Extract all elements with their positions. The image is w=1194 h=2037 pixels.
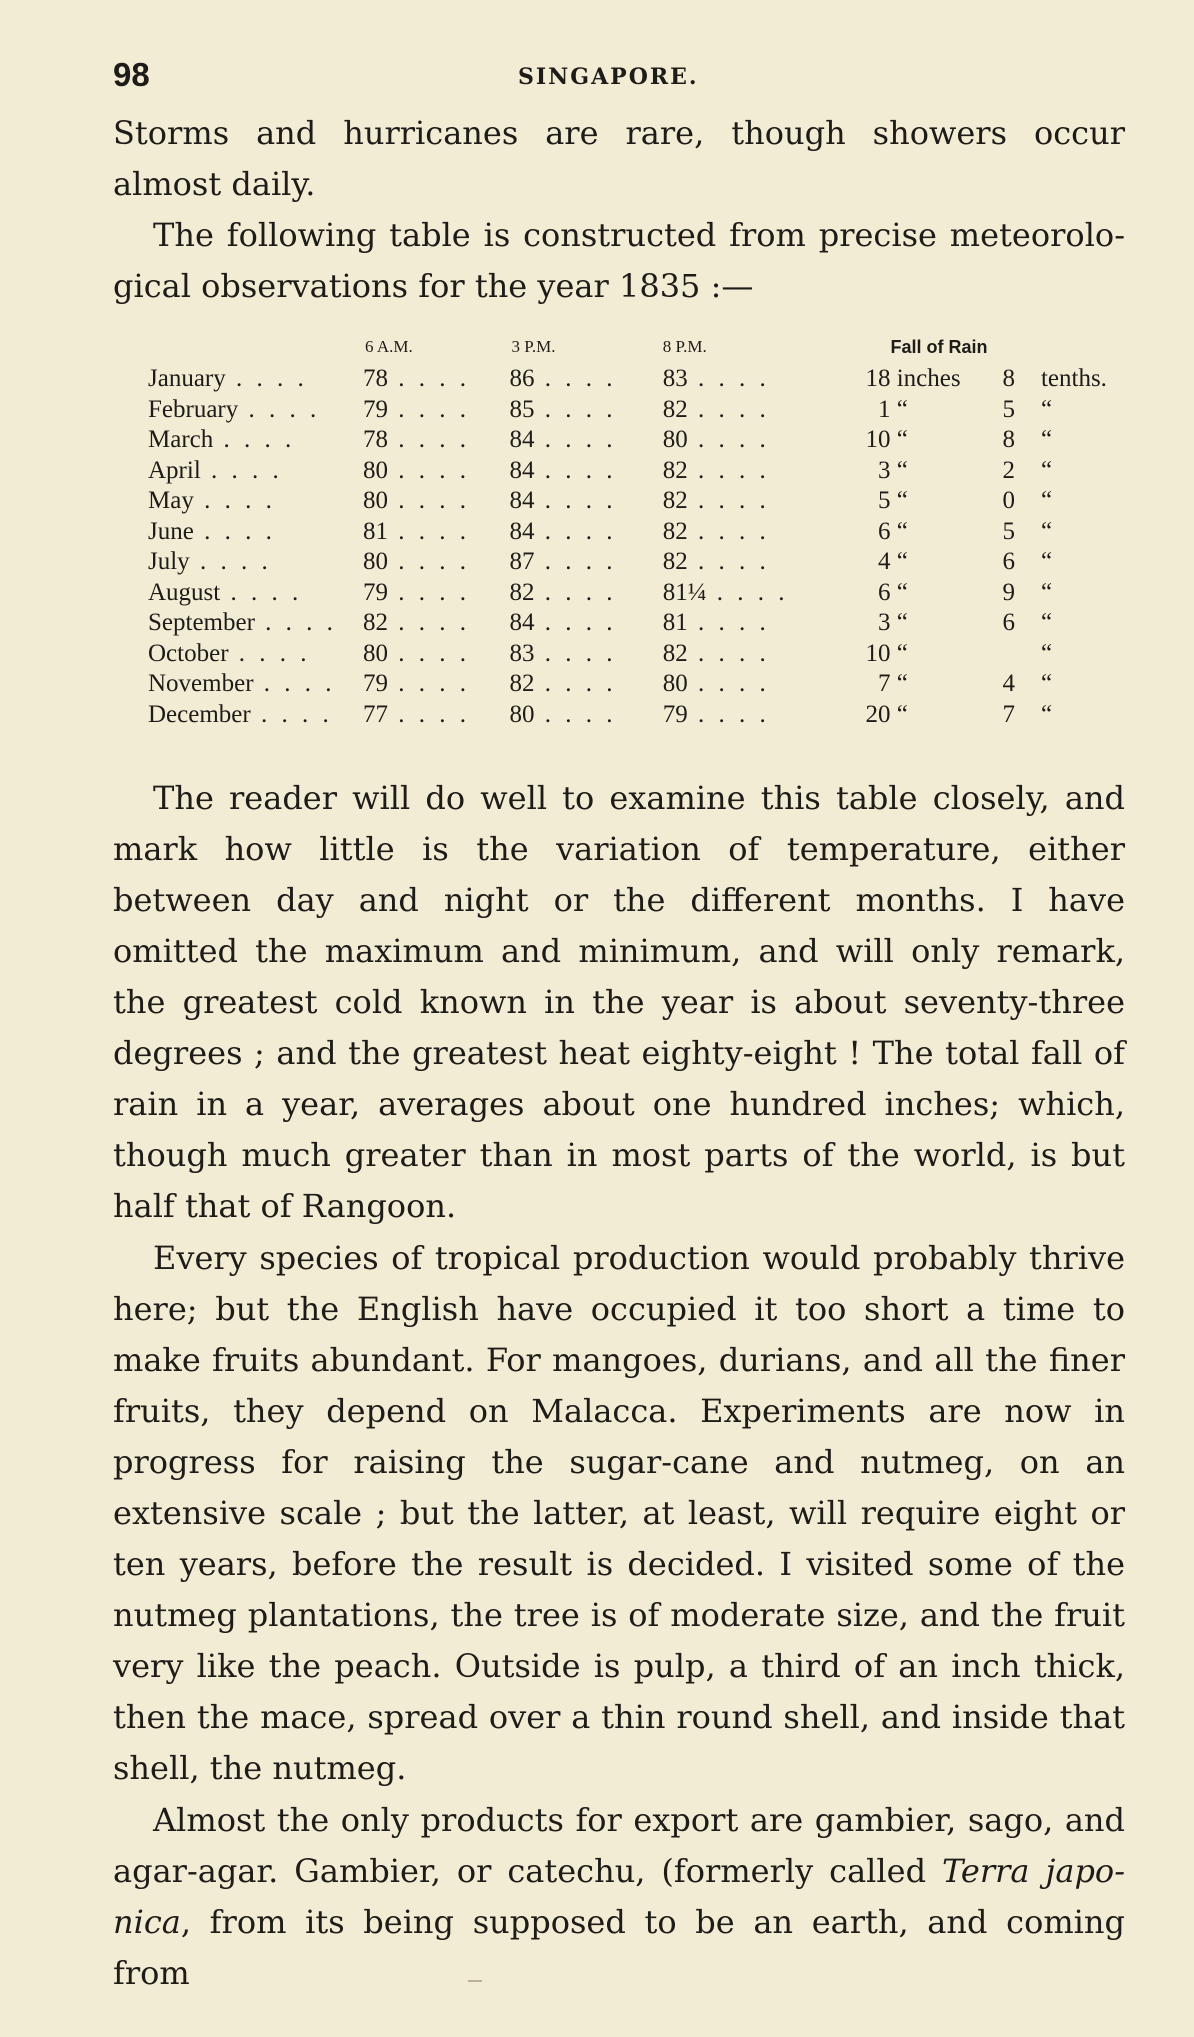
table-row [148,547,1194,578]
cell-month: June . . . . [148,517,276,545]
table-row [148,700,1194,731]
cell-3pm: 82 . . . . [509,578,617,606]
header-rain: Fall of Rain [890,337,988,357]
table-row [148,364,1194,395]
cell-rain: 3 “ 6 “ [877,609,1053,636]
cell-3pm: 83 . . . . [509,639,617,667]
cell-month: November . . . . [148,670,336,697]
cell-3pm: 84 . . . . [509,609,617,636]
cell-8pm: 81 . . . . [662,609,770,636]
table-row [148,669,1194,700]
cell-month: March . . . . [148,426,296,453]
cell-3pm: 86 . . . . [509,365,617,392]
table-row [148,608,1194,639]
cell-8pm: 80 . . . . [662,426,770,453]
cell-month: July . . . . [148,548,272,575]
cell-month: January . . . . [148,365,308,392]
cell-rain: 10 “ 8 “ [865,426,1053,453]
intro-text [113,108,1125,312]
cell-8pm: 82 . . . . [662,456,770,484]
table-row [148,517,1194,548]
paragraph: Every species of tropical production would probably thrive here; but the English have occupied it too short a time to make fruits abundant. For mangoes, durians, and all the finer fruits, they depend on Malacca. Experiments are now in progress for raising the sugar-cane and nutmeg, on an extensive scale ; but the latter, at least, will require eight or ten years, before the result is decided. I visited some of the nutmeg plantations, the tree is of moderate size, and the fruit very like the peach. Outside is pulp, a third of an inch thick, then the mace, spread over a thin round shell, and inside that shell, the nutmeg. [113,1239,1125,1787]
table-row [148,425,1194,456]
cell-rain: 6 “ 9 “ [877,578,1053,606]
cell-8pm: 82 . . . . [662,395,770,423]
cell-rain: 1 “ 5 “ [877,395,1053,423]
cell-8pm: 80 . . . . [662,670,770,697]
cell-month: February . . . . [148,395,321,423]
table-row [148,578,1194,609]
page-number: 98 [113,56,150,93]
cell-6am: 80 . . . . [363,487,471,514]
cell-3pm: 84 . . . . [509,517,617,545]
cell-month: August . . . . [148,578,303,606]
cell-6am: 79 . . . . [363,395,471,423]
cell-8pm: 82 . . . . [662,548,770,575]
cell-3pm: 84 . . . . [509,456,617,484]
running-head [113,56,1114,96]
cell-3pm: 85 . . . . [509,395,617,423]
cell-month: April . . . . [148,456,283,484]
cell-rain: 5 “ 0 “ [877,487,1053,514]
page-mark [468,1980,482,1982]
cell-month: May . . . . [148,487,276,514]
cell-8pm: 79 . . . . [662,700,770,728]
text-span: , from its being supposed to be an earth, and coming from [113,1903,1125,1992]
cell-8pm: 81¼ . . . . [662,578,789,606]
paragraph: The reader will do well to examine this table closely, and mark how little is the variation of temperature, either between day and night or the different months. I have omitted the maximum and minimum, and will only remark, the greatest cold known in the year is about seventy-three degrees ; and the greatest heat eighty-eight ! The total fall of rain in a year, averages about one hundred inches; which, though much greater than in most parts of the world, is but half that of Rangoon. [113,779,1125,1225]
header-6am: 6 A.M. [365,337,413,356]
paragraph-last [113,1795,1125,1999]
cell-6am: 78 . . . . [363,365,471,392]
cell-rain: 18 inches 8 tenths. [865,365,1107,392]
text-span: Almost the only products for export are gambier, sago, and agar-agar. Gambier, or catechu, (formerly called [113,1801,1125,1890]
meteorological-table [148,330,1194,730]
italic-term: Terra japonica [113,1852,1126,1941]
body-text [113,773,1125,1999]
cell-8pm: 82 . . . . [662,487,770,514]
cell-3pm: 84 . . . . [509,426,617,453]
cell-6am: 78 . . . . [363,426,471,453]
cell-rain: 4 “ 6 “ [877,548,1053,575]
table-body [148,364,1194,730]
header-3pm: 3 P.M. [511,337,556,356]
cell-rain: 20 “ 7 “ [865,700,1053,728]
cell-3pm: 84 . . . . [509,487,617,514]
header-month [148,330,363,364]
cell-month: October . . . . [148,639,311,667]
cell-6am: 80 . . . . [363,639,471,667]
cell-rain: 10 “ “ [865,639,1053,667]
cell-8pm: 82 . . . . [662,639,770,667]
cell-month: December . . . . [148,700,333,728]
paragraph: Storms and hurricanes are rare, though showers occur almost daily. [113,114,1125,203]
cell-3pm: 82 . . . . [509,670,617,697]
table-header-row [148,330,1194,364]
cell-6am: 81 . . . . [363,517,471,545]
table-row [148,456,1194,487]
cell-6am: 82 . . . . [363,609,471,636]
header-8pm: 8 P.M. [662,337,707,356]
cell-rain: 7 “ 4 “ [877,670,1053,697]
cell-6am: 77 . . . . [363,700,471,728]
table-row [148,639,1194,670]
paragraph: The following table is constructed from precise meteorological observations for the year 1835 :— [113,216,1125,305]
cell-6am: 80 . . . . [363,548,471,575]
cell-8pm: 83 . . . . [662,365,770,392]
cell-6am: 80 . . . . [363,456,471,484]
cell-rain: 6 “ 5 “ [877,517,1053,545]
table-row [148,395,1194,426]
cell-6am: 79 . . . . [363,578,471,606]
table-row [148,486,1194,517]
cell-6am: 79 . . . . [363,670,471,697]
cell-3pm: 87 . . . . [509,548,617,575]
cell-month: September . . . . [148,609,337,636]
cell-8pm: 82 . . . . [662,517,770,545]
cell-3pm: 80 . . . . [509,700,617,728]
cell-rain: 3 “ 2 “ [877,456,1053,484]
running-title: SINGAPORE. [518,64,699,90]
